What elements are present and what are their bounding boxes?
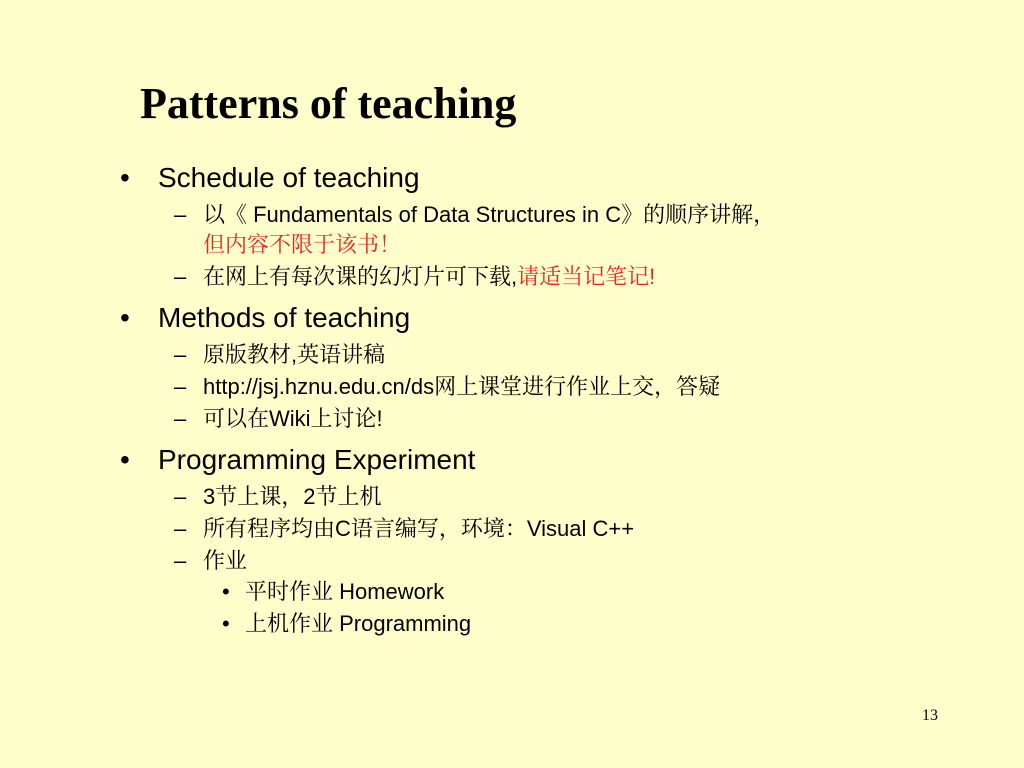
dash-bullet: – xyxy=(174,484,187,509)
section-programming xyxy=(0,440,1024,480)
item-text: 原版教材,英语讲稿 xyxy=(203,342,386,367)
item-text: 所有程序均由C语言编写，环境：Visual C++ xyxy=(203,516,635,541)
section-schedule xyxy=(0,158,1024,198)
list-item xyxy=(0,404,1024,434)
dot-bullet: • xyxy=(222,579,230,604)
list-item xyxy=(0,340,1024,370)
bullet-icon: • xyxy=(120,302,130,333)
sub-item-text: 平时作业 Homework xyxy=(245,579,445,604)
item-text: 以《 Fundamentals of Data Structures in C》的顺序讲解， xyxy=(203,202,776,227)
list-item xyxy=(0,372,1024,402)
sub-list-item xyxy=(0,576,1024,608)
list-item xyxy=(0,200,1024,260)
section-methods xyxy=(0,298,1024,338)
bullet-icon: • xyxy=(120,444,130,475)
sub-list-item xyxy=(0,608,1024,640)
bullet-icon: • xyxy=(120,162,130,193)
dash-bullet: – xyxy=(174,406,187,431)
item-emphasis: 但内容不限于该书！ xyxy=(203,232,402,257)
list-item xyxy=(0,546,1024,576)
slide-content xyxy=(0,158,1024,640)
item-text: 在网上有每次课的幻灯片可下载, xyxy=(203,264,518,289)
dot-bullet: • xyxy=(222,611,230,636)
item-text: 3节上课，2节上机 xyxy=(203,484,382,509)
item-text: http://jsj.hznu.edu.cn/ds网上课堂进行作业上交，答疑 xyxy=(203,374,721,399)
dash-bullet: – xyxy=(174,374,187,399)
list-item xyxy=(0,514,1024,544)
dash-bullet: – xyxy=(174,264,187,289)
section-heading: Schedule of teaching xyxy=(158,162,420,193)
dash-bullet: – xyxy=(174,202,187,227)
list-item xyxy=(0,262,1024,292)
dash-bullet: – xyxy=(174,342,187,367)
slide-title: Patterns of teaching xyxy=(140,79,517,128)
page-number: 13 xyxy=(922,707,938,724)
dash-bullet: – xyxy=(174,516,187,541)
dash-bullet: – xyxy=(174,548,187,573)
section-heading: Methods of teaching xyxy=(158,302,411,333)
item-text: 可以在Wiki上讨论! xyxy=(203,406,383,431)
section-heading: Programming Experiment xyxy=(158,444,476,475)
sub-item-text: 上机作业 Programming xyxy=(245,611,472,636)
item-text: 作业 xyxy=(203,548,248,573)
list-item xyxy=(0,482,1024,512)
item-emphasis: 请适当记笔记! xyxy=(517,264,656,289)
